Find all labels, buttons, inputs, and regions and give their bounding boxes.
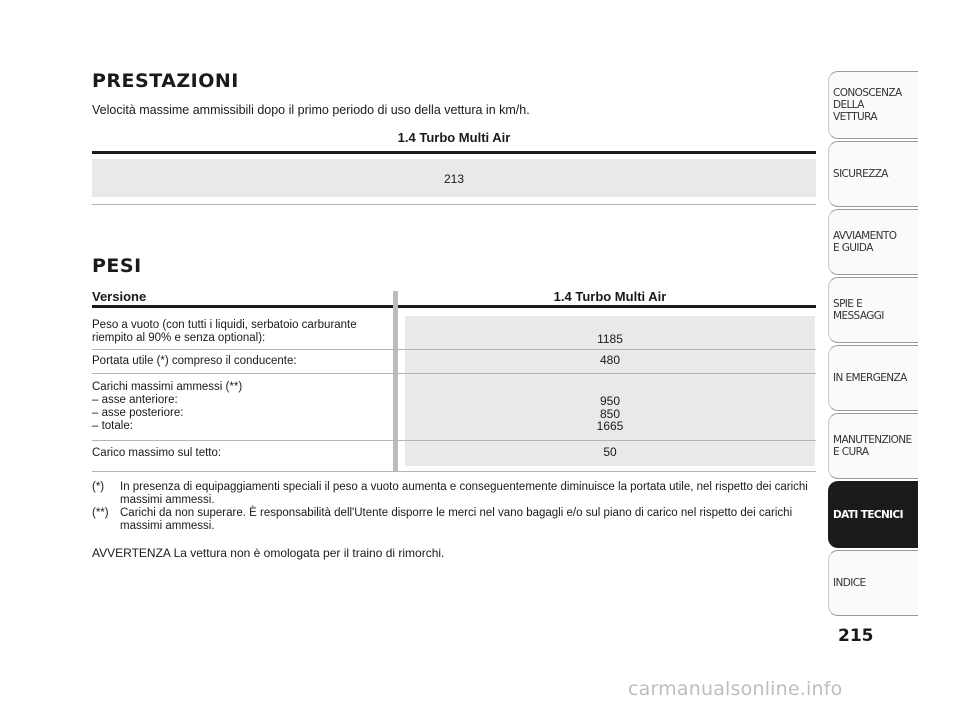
warning-text: AVVERTENZA La vettura non è omologata per il traino di rimorchi.: [92, 546, 445, 560]
section-title-pesi: PESI: [92, 255, 142, 277]
column-separator: [393, 291, 398, 472]
section-title-prestazioni: PRESTAZIONI: [92, 70, 239, 92]
table-row-value: 950 850 1665: [596, 394, 624, 433]
column-header-model: 1.4 Turbo Multi Air: [553, 289, 667, 304]
divider: [92, 373, 816, 374]
table-row-label: Peso a vuoto (con tutti i liquidi, serbatoio carburante riempito al 90% e senza optional):: [92, 319, 357, 344]
sidebar-tab-avviamento[interactable]: AVVIAMENTO E GUIDA: [828, 209, 918, 275]
table-row-label: Portata utile (*) compreso il conducente:: [92, 355, 297, 367]
table-row-value: 1185: [597, 332, 623, 346]
table-row-value: 480: [599, 353, 621, 367]
sidebar-tab-dati-tecnici[interactable]: DATI TECNICI: [828, 481, 918, 548]
table-row-label: Carichi massimi ammessi (**) – asse anteriore: – asse posteriore: – totale:: [92, 381, 243, 432]
column-header-versione: Versione: [92, 289, 147, 304]
divider: [92, 151, 816, 154]
footnote-marker: (**): [92, 507, 109, 519]
sidebar-tab-indice[interactable]: INDICE: [828, 550, 918, 616]
prestazioni-subtitle: Velocità massime ammissibili dopo il primo periodo di uso della vettura in km/h.: [92, 103, 530, 117]
footnote-marker: (*): [92, 481, 105, 493]
table-row-value: 50: [603, 445, 617, 459]
speed-value: 213: [443, 172, 465, 186]
sidebar-tab-sicurezza[interactable]: SICUREZZA: [828, 141, 918, 207]
page-number: 215: [838, 626, 874, 646]
footnote-text: In presenza di equipaggiamenti speciali il peso a vuoto aumenta e conseguentemente diminuisce la portata utile, nel rispetto dei carichi massimi ammessi.: [120, 481, 808, 506]
sidebar-tab-conoscenza[interactable]: CONOSCENZA DELLA VETTURA: [828, 71, 918, 139]
divider: [92, 305, 816, 308]
divider: [92, 349, 816, 350]
watermark: carmanualsonline.info: [628, 678, 843, 700]
divider: [92, 440, 816, 441]
table-row-label: Carico massimo sul tetto:: [92, 447, 222, 459]
footnote-text: Carichi da non superare. È responsabilità dell'Utente disporre le merci nel vano bagagli e/o sul piano di carico nel rispetto dei carichi massimi ammessi.: [120, 507, 793, 532]
sidebar-tab-spie[interactable]: SPIE E MESSAGGI: [828, 277, 918, 343]
sidebar-tab-manutenzione[interactable]: MANUTENZIONE E CURA: [828, 413, 918, 479]
sidebar-tab-emergenza[interactable]: IN EMERGENZA: [828, 345, 918, 411]
divider: [92, 204, 816, 205]
divider: [92, 471, 816, 472]
prestazioni-column-header: 1.4 Turbo Multi Air: [397, 130, 511, 145]
